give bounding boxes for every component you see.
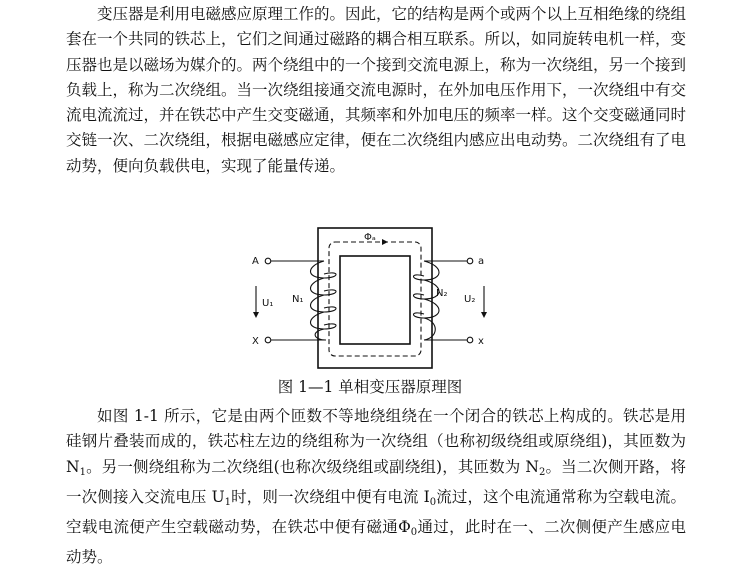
- flux-path: [329, 242, 421, 356]
- para2-text-5: 流过，这个电流通常称为空载电流。空载电流便产生空载磁动势，在铁芯中便有磁通Φ: [66, 487, 686, 537]
- u1-arrowhead: [253, 312, 259, 318]
- paragraph-intro: 变压器是利用电磁感应原理工作的。因此，它的结构是两个或两个以上互相绝缘的绕组套在一个共同的铁芯上，它们之间通过磁路的耦合相互联系。所以，如同旋转电机一样，变压器也是以磁场为媒介的。两个绕组中的一个接到交流电源上，称为一次绕组，另一个接到负载上，称为二次绕组。当一次绕组接通交流电源时，在外加电压作用下，一次绕组中有交流电流流过，并在铁芯中产生交变磁通，其频率和外加电压的频率一样。这个交变磁通同时交链一次、二次绕组，根据电磁感应定律，便在二次绕组内感应出电动势。二次绕组有了电动势，便向负载供电，实现了能量传递。: [66, 5, 687, 175]
- para2-text-3: 。当二次侧开路，将一次侧接入交流电压 U: [66, 457, 686, 506]
- u2-label: U₂: [464, 294, 476, 305]
- para2-text-2: 。另一侧绕组称为二次绕组(也称次级绕组或副绕组)，其匝数为 N: [85, 457, 539, 476]
- terminal-X: [265, 337, 271, 343]
- n1-label: N₁: [292, 294, 304, 305]
- n2-label: N₂: [436, 288, 448, 299]
- flux-label: Φₐ: [364, 232, 376, 243]
- subscript-n1: 1: [79, 466, 86, 478]
- subscript-n2: 2: [538, 466, 546, 478]
- terminal-X-label: X: [252, 336, 259, 347]
- core-outer: [318, 228, 432, 368]
- transformer-diagram-svg: [248, 226, 492, 374]
- terminal-x-label: x: [478, 336, 484, 347]
- flux-arrow: [382, 239, 388, 245]
- para2-text-6: 通过，此时在一、二次侧便产生感应电动势。: [66, 518, 686, 567]
- secondary-winding: [414, 261, 440, 340]
- terminal-a-label: a: [478, 256, 485, 267]
- terminal-x: [467, 337, 473, 343]
- paragraph-explanation: [66, 404, 686, 571]
- terminal-A: [265, 258, 271, 264]
- subscript-phi0: 0: [410, 527, 418, 539]
- para2-text-4: 时，则一次绕组中便有电流 I: [231, 487, 430, 506]
- primary-winding: [311, 261, 337, 340]
- terminal-A-label: A: [252, 256, 259, 267]
- transformer-diagram: [248, 226, 492, 374]
- u2-arrowhead: [481, 312, 487, 318]
- u1-label: U₁: [262, 298, 274, 309]
- subscript-u1: 1: [224, 496, 232, 508]
- para2-text-1: 如图 1-1 所示，它是由两个匝数不等地绕组绕在一个闭合的铁芯上构成的。铁芯是用硅钢片叠装而成的，铁芯柱左边的绕组称为一次绕组（也称初级绕组或原绕组)，其匝数为 N: [66, 407, 686, 476]
- terminal-a: [467, 258, 473, 264]
- core-inner: [340, 256, 410, 344]
- subscript-i0: 0: [429, 496, 437, 508]
- figure-caption: 图 1—1 单相变压器原理图: [277, 378, 463, 396]
